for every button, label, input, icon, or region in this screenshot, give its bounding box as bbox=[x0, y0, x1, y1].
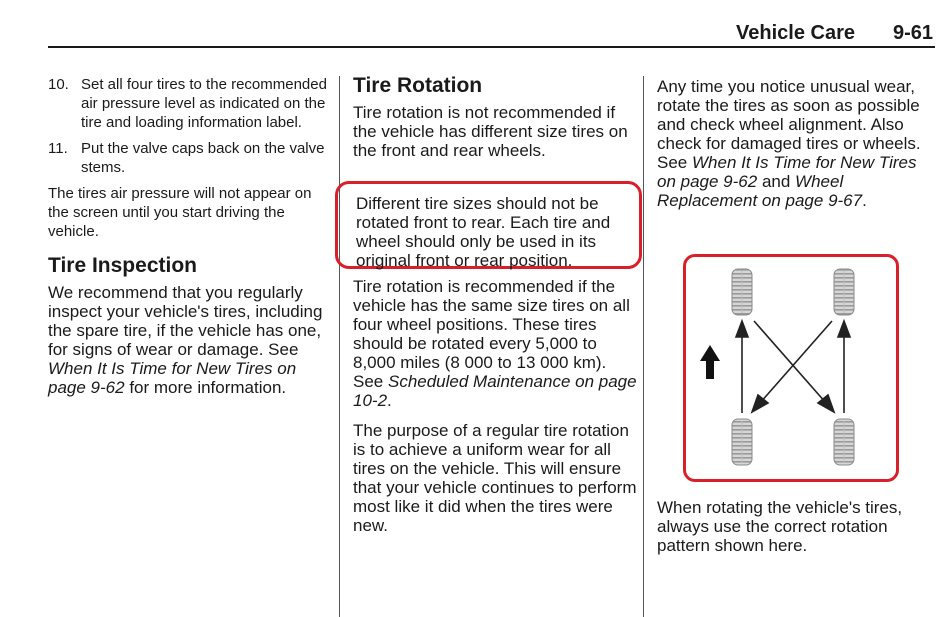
tire-icon bbox=[834, 269, 854, 315]
step-11 bbox=[48, 139, 328, 177]
rotation-recommended bbox=[353, 277, 638, 410]
recommended-body: Tire rotation is recommended if the vehicle has the same size tires on all four wheel positions. These tires should be rotated every 5,000 to 8,000 miles (8 000 to 13 000 km). See bbox=[353, 277, 630, 391]
highlight-box bbox=[335, 181, 642, 269]
inspection-reference-link[interactable]: When It Is Time for New Tires on page 9-62 bbox=[48, 359, 297, 397]
new-tires-reference-link[interactable]: When It Is Time for New Tires on page 9-62 bbox=[657, 153, 917, 191]
inspection-body: We recommend that you regularly inspect your vehicle's tires, including the spare tire, if the vehicle has one, for signs of wear or damage. See bbox=[48, 283, 323, 359]
recommended-tail: . bbox=[387, 391, 392, 410]
column-3 bbox=[657, 77, 939, 221]
maintenance-reference-link[interactable]: Scheduled Maintenance on page 10-2 bbox=[353, 372, 637, 410]
unusual-wear-text bbox=[657, 77, 939, 210]
wheel-replacement-reference-link[interactable]: Wheel Replacement on page 9-67 bbox=[657, 172, 863, 210]
tire-rotation-heading: Tire Rotation bbox=[353, 74, 483, 97]
step-text: Put the valve caps back on the valve stems. bbox=[81, 140, 325, 176]
column-divider-2 bbox=[643, 76, 644, 617]
wear-body: Any time you notice unusual wear, rotate the tires as soon as possible and check wheel alignment. Also check for damaged tires or wheels. See bbox=[657, 77, 921, 172]
tire-inspection-text bbox=[48, 283, 328, 397]
column-2-continued bbox=[353, 277, 638, 546]
step-number: 10. bbox=[48, 76, 69, 93]
step-text: Set all four tires to the recommended air pressure level as indicated on the tire and loading information label. bbox=[81, 76, 327, 131]
rotation-intro: Tire rotation is not recommended if the vehicle has different size tires on the front and rear wheels. bbox=[353, 103, 628, 160]
column-1 bbox=[48, 75, 328, 408]
header-rule bbox=[48, 46, 935, 48]
column-2 bbox=[353, 73, 638, 171]
tire-icon bbox=[834, 419, 854, 465]
rotation-diagram bbox=[683, 254, 899, 482]
rotation-purpose: The purpose of a regular tire rotation is to achieve a uniform wear for all tires on the vehicle. This will ensure that your vehicle continues to perform most like it did when the tires were new. bbox=[353, 421, 637, 535]
tire-icon bbox=[732, 269, 752, 315]
column-divider-1 bbox=[339, 76, 340, 617]
up-arrow-icon bbox=[700, 345, 720, 379]
and-word: and bbox=[761, 172, 791, 191]
page-header bbox=[48, 16, 933, 46]
pressure-note: The tires air pressure will not appear on the screen until you start driving the vehicle. bbox=[48, 185, 312, 240]
tire-inspection-heading: Tire Inspection bbox=[48, 254, 197, 277]
rotation-arrows bbox=[736, 321, 850, 413]
step-10 bbox=[48, 75, 328, 132]
step-number: 11. bbox=[48, 140, 68, 157]
page-number: 9-61 bbox=[892, 22, 933, 44]
highlighted-warning: Different tire sizes should not be rotated front to rear. Each tire and wheel should only be used in its original front or rear position. bbox=[356, 194, 611, 270]
section-title: Vehicle Care bbox=[736, 22, 855, 44]
diagram-caption: When rotating the vehicle's tires, always use the correct rotation pattern shown here. bbox=[657, 498, 903, 555]
inspection-tail: for more information. bbox=[129, 378, 287, 397]
tire-icon bbox=[732, 419, 752, 465]
wear-tail: . bbox=[862, 191, 867, 210]
rotation-pattern-svg bbox=[686, 257, 896, 479]
